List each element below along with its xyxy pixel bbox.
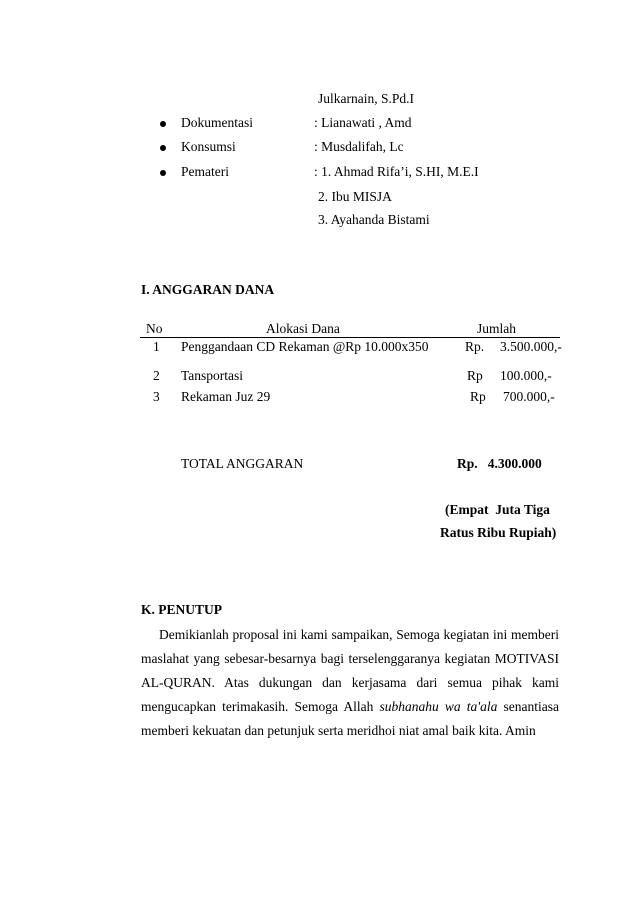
committee-value: : Lianawati , Amd — [314, 115, 412, 130]
table-cell-item: Tansportasi — [181, 368, 244, 383]
pemateri-item: 3. Ayahanda Bistami — [318, 212, 430, 227]
committee-continued-name: Julkarnain, S.Pd.I — [318, 91, 414, 106]
total-value: Rp. 4.300.000 — [457, 456, 542, 471]
total-words: Ratus Ribu Rupiah) — [440, 525, 557, 540]
total-words: (Empat Juta Tiga — [445, 502, 550, 517]
total-label: TOTAL ANGGARAN — [181, 456, 304, 471]
table-cell-no: 1 — [153, 339, 160, 354]
column-header-alokasi: Alokasi Dana — [266, 321, 340, 336]
committee-role: Dokumentasi — [181, 115, 253, 130]
closing-line — [141, 695, 559, 719]
closing-line: AL-QURAN. Atas dukungan dan kerjasama dari semua pihak kami — [141, 675, 559, 690]
table-cell-rp: Rp. — [465, 339, 485, 354]
closing-line: memberi kekuatan dan petunjuk serta meridhoi niat amal baik kita. Amin — [141, 723, 536, 738]
closing-text: senantiasa — [503, 699, 560, 714]
committee-role: Pemateri — [181, 164, 229, 179]
table-cell-item: Penggandaan CD Rekaman @Rp 10.000x350 — [181, 339, 429, 354]
table-cell-rp: Rp — [470, 389, 486, 404]
table-cell-no: 3 — [153, 389, 160, 404]
table-cell-amount: 700.000,- — [503, 389, 555, 404]
bullet-icon — [160, 121, 166, 127]
committee-value: : 1. Ahmad Rifa’i, S.HI, M.E.I — [314, 164, 479, 179]
table-cell-amount: 3.500.000,- — [500, 339, 562, 354]
table-cell-no: 2 — [153, 368, 160, 383]
closing-text: mengucapkan terimakasih. Semoga Allah — [141, 699, 374, 714]
table-cell-rp: Rp — [467, 368, 483, 383]
pemateri-item: 2. Ibu MISJA — [318, 189, 392, 204]
closing-paragraph — [141, 623, 559, 743]
closing-italic-text: subhanahu wa ta'ala — [379, 699, 498, 714]
budget-heading: I. ANGGARAN DANA — [141, 282, 275, 297]
committee-value: : Musdalifah, Lc — [314, 139, 404, 154]
table-cell-item: Rekaman Juz 29 — [181, 389, 271, 404]
committee-role: Konsumsi — [181, 139, 236, 154]
closing-heading: K. PENUTUP — [141, 602, 222, 617]
table-header-rule — [140, 337, 560, 338]
table-cell-amount: 100.000,- — [500, 368, 552, 383]
bullet-icon — [160, 170, 166, 176]
bullet-icon — [160, 145, 166, 151]
column-header-no: No — [146, 321, 163, 336]
closing-line: maslahat yang sebesar-besarnya bagi terselenggaranya kegiatan MOTIVASI — [141, 651, 559, 666]
closing-line: Demikianlah proposal ini kami sampaikan, Semoga kegiatan ini memberi — [159, 627, 559, 642]
column-header-jumlah: Jumlah — [477, 321, 516, 336]
